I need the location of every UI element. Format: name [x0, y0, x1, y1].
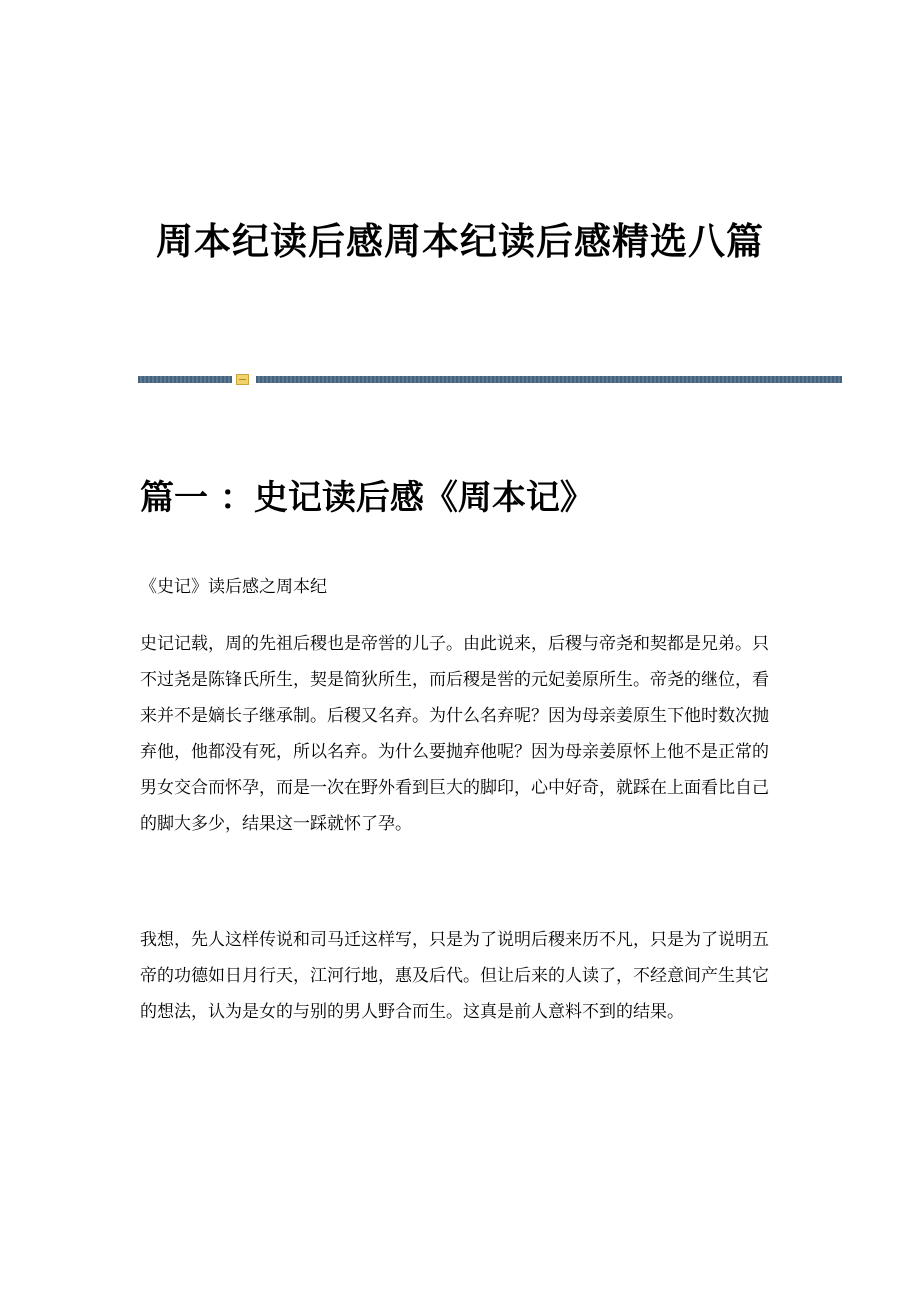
- section-subtitle: 《史记》读后感之周本纪: [140, 577, 327, 597]
- decorative-divider: [138, 374, 842, 385]
- body-paragraph-2: 我想，先人这样传说和司马迁这样写，只是为了说明后稷来历不凡，只是为了说明五帝的功德如日月行天，江河行地，惠及后代。但让后来的人读了，不经意间产生其它的想法，认为是女的与别的男人野合而生。这真是前人意料不到的结果。: [140, 930, 769, 1022]
- document-title: 周本纪读后感周本纪读后感精选八篇: [156, 219, 764, 263]
- divider-bar-right: [256, 376, 842, 383]
- body-paragraph-1: 史记记载，周的先祖后稷也是帝喾的儿子。由此说来，后稷与帝尧和契都是兄弟。只不过尧是陈锋氏所生，契是简狄所生，而后稷是喾的元妃姜原所生。帝尧的继位，看来并不是嫡长子继承制。后稷又名弃。为什么名弃呢？因为母亲姜原生下他时数次抛弃他，他都没有死，所以名弃。为什么要抛弃他呢？因为母亲姜原怀上他不是正常的男女交合而怀孕，而是一次在野外看到巨大的脚印，心中好奇，就踩在上面看比自己的脚大多少，结果这一踩就怀了孕。: [140, 634, 769, 834]
- divider-bar-left: [138, 376, 232, 383]
- divider-ornament-icon: [236, 374, 249, 385]
- section-heading: 篇一 ：史记读后感《周本记》: [140, 478, 594, 518]
